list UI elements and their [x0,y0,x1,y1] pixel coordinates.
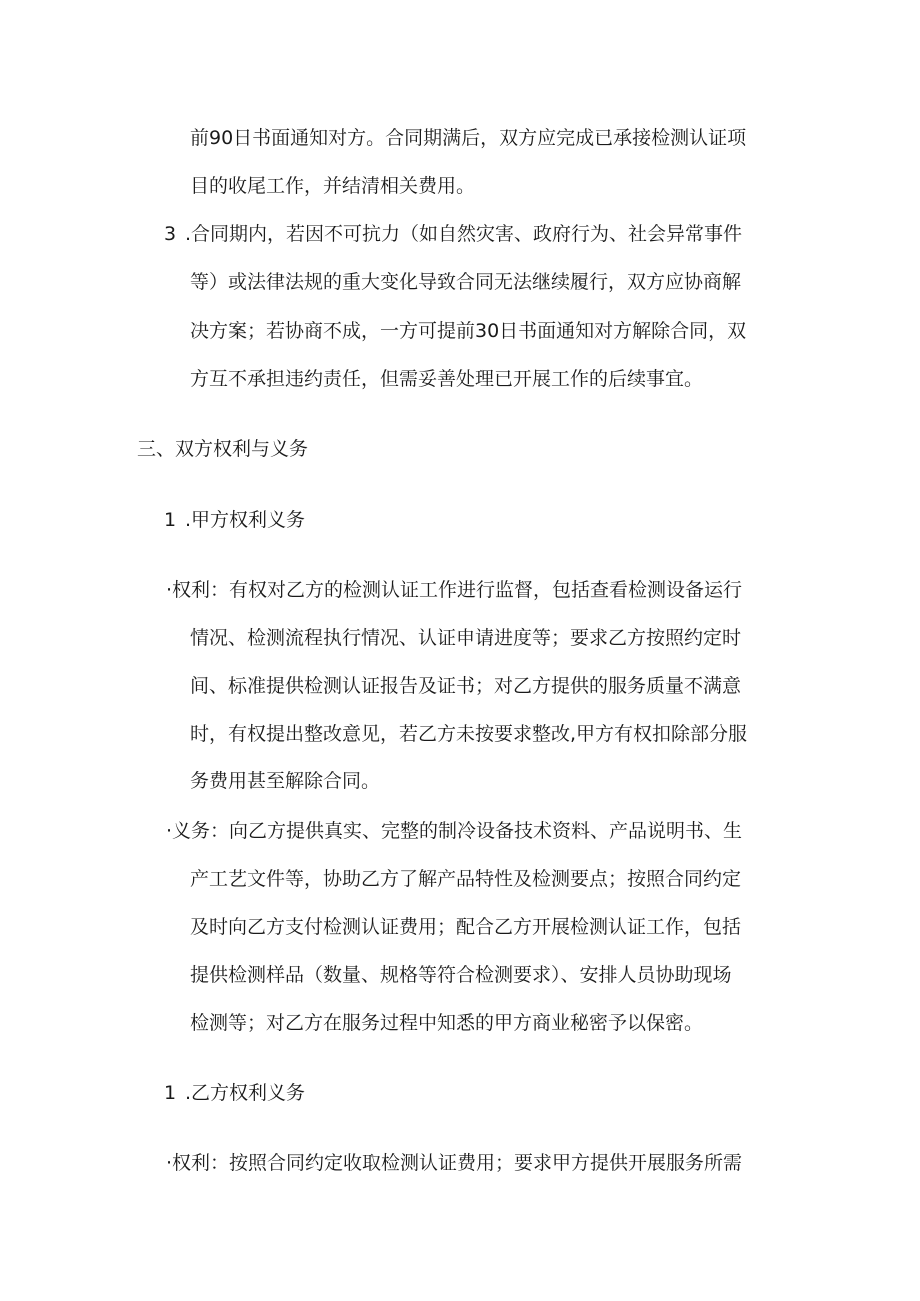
paragraph-line: 及时向乙方支付检测认证费用；配合乙方开展检测认证工作，包括 [190,916,742,938]
bullet-line: ·义务：向乙方提供真实、完整的制冷设备技术资料、产品说明书、生 [166,820,743,842]
paragraph-line: 产工艺文件等，协助乙方了解产品特性及检测要点；按照合同约定 [190,868,742,890]
paragraph-line: 前90日书面通知对方。合同期满后，双方应完成已承接检测认证项 [190,127,747,149]
paragraph-line: 决方案；若协商不成，一方可提前30日书面通知对方解除合同，双 [190,320,747,342]
paragraph-line: 间、标准提供检测认证报告及证书；对乙方提供的服务质量不满意 [190,675,742,697]
list-number: 3 [164,223,177,245]
paragraph-line: .合同期内，若因不可抗力（如自然灾害、政府行为、社会异常事件 [185,223,743,245]
paragraph-line: 目的收尾工作，并结清相关费用。 [190,175,476,197]
bullet-line: ·权利：有权对乙方的检测认证工作进行监督，包括查看检测设备运行 [166,579,743,601]
section-heading: 三、双方权利与义务 [137,438,309,460]
paragraph-line: 情况、检测流程执行情况、认证申请进度等；要求乙方按照约定时 [190,627,742,649]
paragraph-line: 务费用甚至解除合同。 [190,770,381,792]
subsection-number: 1 [164,509,177,531]
paragraph-line: 时，有权提出整改意见，若乙方未按要求整改,甲方有权扣除部分服 [190,723,748,745]
paragraph-line: 等）或法律法规的重大变化导致合同无法继续履行，双方应协商解 [190,271,742,293]
paragraph-line: 方互不承担违约责任，但需妥善处理已开展工作的后续事宜。 [190,368,704,390]
subsection-title: .甲方权利义务 [185,509,306,531]
paragraph-line: 检测等；对乙方在服务过程中知悉的甲方商业秘密予以保密。 [190,1012,704,1034]
paragraph-line: 提供检测样品（数量、规格等符合检测要求）、安排人员协助现场 [190,964,732,986]
subsection-number: 1 [164,1082,177,1104]
subsection-title: .乙方权利义务 [185,1082,306,1104]
bullet-line: ·权利：按照合同约定收取检测认证费用；要求甲方提供开展服务所需 [166,1152,743,1174]
